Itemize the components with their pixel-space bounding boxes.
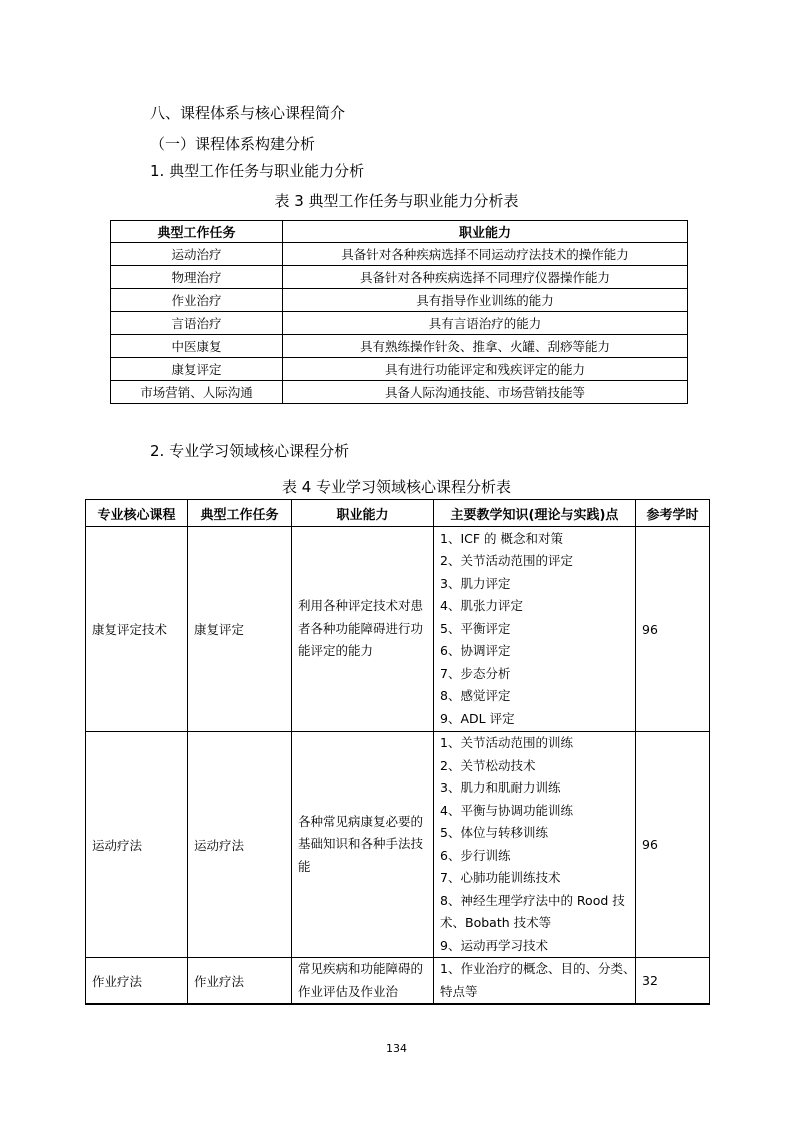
list-item: 5、体位与转移训练 bbox=[440, 825, 548, 840]
hours-cell: 96 bbox=[636, 527, 710, 732]
table-row bbox=[111, 243, 688, 266]
list-item: 6、步行训练 bbox=[440, 847, 511, 863]
subsection-heading: （一）课程体系构建分析 bbox=[150, 135, 316, 153]
item1-heading: 1. 典型工作任务与职业能力分析 bbox=[150, 162, 365, 180]
task-cell: 作业疗法 bbox=[188, 958, 292, 1005]
list-item: 7、步态分析 bbox=[440, 665, 511, 681]
course-cell: 康复评定技术 bbox=[86, 527, 188, 732]
points-cell bbox=[434, 527, 636, 732]
list-item: 7、心肺功能训练技术 bbox=[440, 870, 561, 885]
column-header: 职业能力 bbox=[292, 500, 434, 527]
task-cell: 康复评定 bbox=[188, 527, 292, 732]
list-item: 6、协调评定 bbox=[440, 643, 511, 659]
list-item: 1、关节活动范围的训练 bbox=[440, 735, 573, 750]
task-cell: 市场营销、人际沟通 bbox=[111, 381, 283, 404]
task-cell: 康复评定 bbox=[111, 358, 283, 381]
list-item: 1、作业治疗的概念、目的、分类、 bbox=[440, 961, 636, 976]
table-row bbox=[86, 732, 710, 958]
points-list bbox=[440, 732, 629, 957]
ability-cell: 常见疾病和功能障碍的作业评估及作业治 bbox=[292, 958, 434, 1005]
table-row bbox=[86, 958, 710, 1005]
list-item: 2、关节活动范围的评定 bbox=[440, 553, 573, 569]
task-ability-table bbox=[110, 220, 688, 404]
column-header: 典型工作任务 bbox=[111, 221, 283, 243]
table-row bbox=[111, 266, 688, 289]
list-item: 2、关节松动技术 bbox=[440, 757, 536, 773]
section-heading: 八、课程体系与核心课程简介 bbox=[150, 104, 346, 122]
course-cell: 运动疗法 bbox=[86, 732, 188, 958]
task-cell: 中医康复 bbox=[111, 335, 283, 358]
list-item: 4、肌张力评定 bbox=[440, 598, 523, 614]
ability-cell: 具有言语治疗的能力 bbox=[283, 312, 688, 335]
column-header: 参考学时 bbox=[636, 500, 710, 527]
ability-cell: 各种常见病康复必要的基础知识和各种手法技能 bbox=[292, 732, 434, 958]
hours-cell: 96 bbox=[636, 732, 710, 958]
table-row bbox=[111, 335, 688, 358]
points-list bbox=[440, 528, 629, 731]
ability-cell: 利用各种评定技术对患者各种功能障碍进行功能评定的能力 bbox=[292, 527, 434, 732]
table-row bbox=[111, 289, 688, 312]
list-item: 8、神经生理学疗法中的 Rood 技 bbox=[440, 892, 625, 908]
core-course-table bbox=[85, 499, 710, 1005]
ability-cell: 具备人际沟通技能、市场营销技能等 bbox=[283, 381, 688, 404]
course-cell: 作业疗法 bbox=[86, 958, 188, 1005]
table-row bbox=[86, 527, 710, 732]
table-row bbox=[111, 312, 688, 335]
list-item: 9、运动再学习技术 bbox=[440, 937, 548, 953]
list-item: 9、ADL 评定 bbox=[440, 710, 515, 726]
points-cell bbox=[434, 958, 636, 1005]
item2-heading: 2. 专业学习领域核心课程分析 bbox=[150, 442, 350, 460]
table-row bbox=[111, 358, 688, 381]
column-header: 主要教学知识(理论与实践)点 bbox=[434, 500, 636, 527]
page-number: 134 bbox=[386, 1042, 407, 1055]
column-header: 专业核心课程 bbox=[86, 500, 188, 527]
list-item: 3、肌力评定 bbox=[440, 575, 511, 591]
table-row bbox=[111, 381, 688, 404]
table-header-row bbox=[111, 221, 688, 243]
points-cell bbox=[434, 732, 636, 958]
task-cell: 言语治疗 bbox=[111, 312, 283, 335]
list-item: 1、ICF 的 概念和对策 bbox=[440, 530, 564, 546]
list-item: 3、肌力和肌耐力训练 bbox=[440, 780, 561, 795]
ability-cell: 具有指导作业训练的能力 bbox=[283, 289, 688, 312]
ability-cell: 具有熟练操作针灸、推拿、火罐、刮痧等能力 bbox=[283, 335, 688, 358]
list-item: 4、平衡与协调功能训练 bbox=[440, 802, 573, 818]
task-cell: 运动疗法 bbox=[188, 732, 292, 958]
task-cell: 运动治疗 bbox=[111, 243, 283, 266]
list-item: 特点等 bbox=[440, 983, 478, 999]
task-cell: 作业治疗 bbox=[111, 289, 283, 312]
column-header: 职业能力 bbox=[283, 221, 688, 243]
hours-cell: 32 bbox=[636, 958, 710, 1005]
column-header: 典型工作任务 bbox=[188, 500, 292, 527]
ability-cell: 具有进行功能评定和残疾评定的能力 bbox=[283, 358, 688, 381]
points-list bbox=[440, 958, 636, 1003]
table4-caption: 表 4 专业学习领域核心课程分析表 bbox=[281, 478, 512, 496]
list-item: 5、平衡评定 bbox=[440, 620, 511, 636]
table-header-row bbox=[86, 500, 710, 527]
list-item: 术、Bobath 技术等 bbox=[440, 915, 552, 930]
table3-caption: 表 3 典型工作任务与职业能力分析表 bbox=[274, 192, 519, 210]
list-item: 8、感觉评定 bbox=[440, 688, 511, 704]
ability-cell: 具备针对各种疾病选择不同理疗仪器操作能力 bbox=[283, 266, 688, 289]
task-cell: 物理治疗 bbox=[111, 266, 283, 289]
ability-cell: 具备针对各种疾病选择不同运动疗法技术的操作能力 bbox=[283, 243, 688, 266]
